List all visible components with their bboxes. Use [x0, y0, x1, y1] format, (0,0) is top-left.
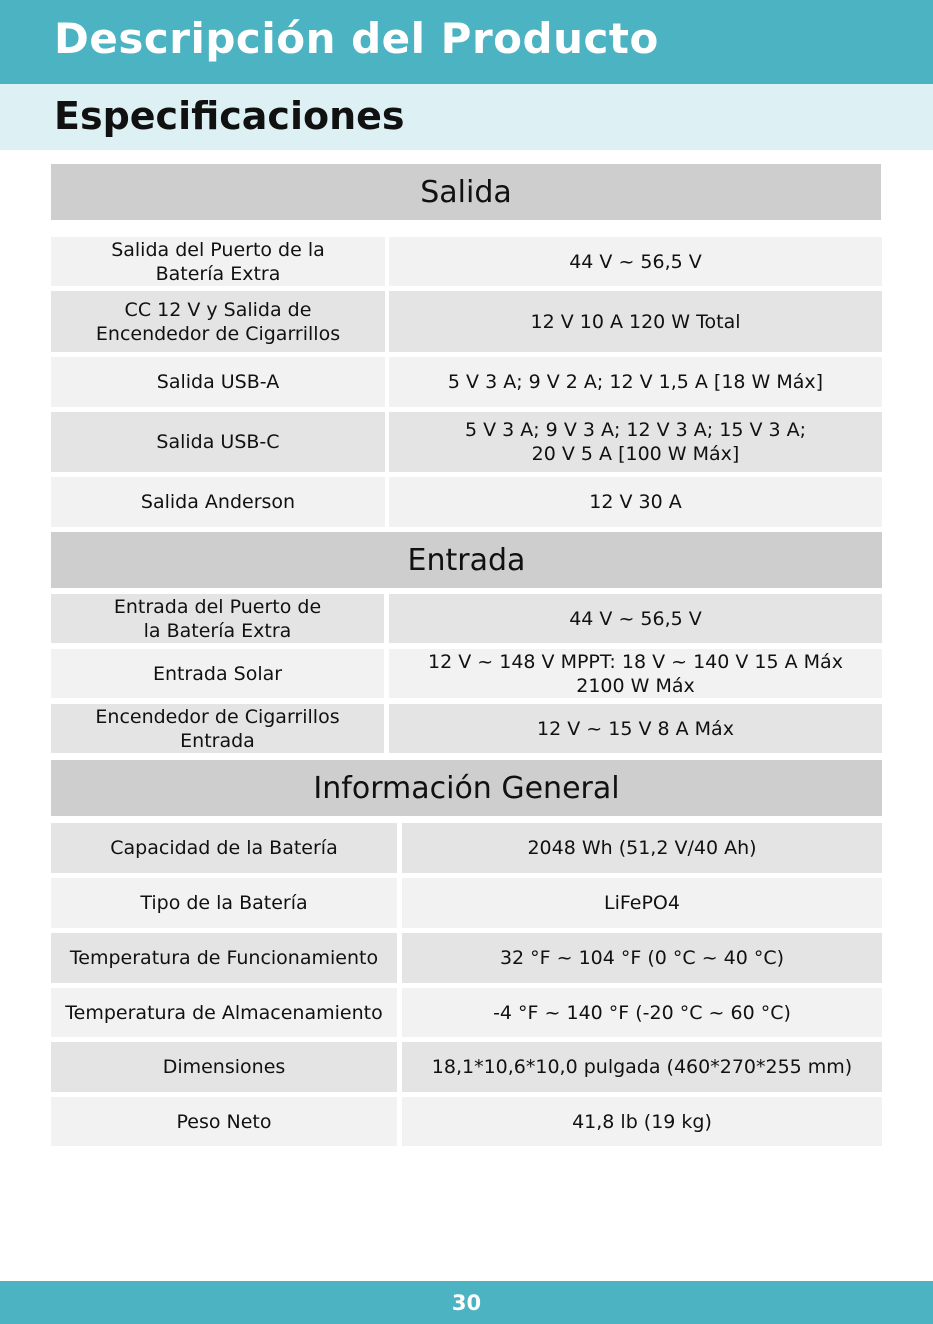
table-row	[51, 291, 882, 352]
spec-value: 5 V 3 A; 9 V 3 A; 12 V 3 A; 15 V 3 A; 20 V 5 A [100 W Máx]	[389, 412, 882, 472]
spec-label: Encendedor de Cigarrillos Entrada	[51, 704, 384, 753]
table-row	[51, 1042, 882, 1092]
spec-label: Tipo de la Batería	[51, 878, 397, 928]
spec-value: 44 V ~ 56,5 V	[389, 237, 882, 286]
spec-value: 12 V ~ 148 V MPPT: 18 V ~ 140 V 15 A Máx 2100 W Máx	[389, 649, 882, 698]
table-row	[51, 594, 882, 643]
spec-label: Temperatura de Almacenamiento	[51, 988, 397, 1037]
spec-label: Entrada Solar	[51, 649, 384, 698]
spec-value: 2048 Wh (51,2 V/40 Ah)	[402, 823, 882, 873]
table-row	[51, 823, 882, 873]
spec-label: Capacidad de la Batería	[51, 823, 397, 873]
spec-label: Peso Neto	[51, 1097, 397, 1146]
spec-value: -4 °F ~ 140 °F (-20 °C ~ 60 °C)	[402, 988, 882, 1037]
spec-label: Salida USB-C	[51, 412, 385, 472]
spec-value: 44 V ~ 56,5 V	[389, 594, 882, 643]
page-number: 30	[451, 1290, 482, 1315]
table-row	[51, 477, 882, 527]
spec-value: 12 V ~ 15 V 8 A Máx	[389, 704, 882, 753]
page-footer	[0, 1281, 933, 1324]
page-subtitle: Especificaciones	[54, 94, 405, 138]
table-row	[51, 704, 882, 753]
spec-value: 41,8 lb (19 kg)	[402, 1097, 882, 1146]
spec-label: Salida del Puerto de la Batería Extra	[51, 237, 385, 286]
title-bar	[0, 0, 933, 84]
table-row	[51, 933, 882, 983]
spec-label: Salida USB-A	[51, 357, 385, 407]
section-header-entrada: Entrada	[51, 532, 882, 588]
table-row	[51, 237, 882, 286]
section-header-general: Información General	[51, 760, 882, 816]
spec-value: 5 V 3 A; 9 V 2 A; 12 V 1,5 A [18 W Máx]	[389, 357, 882, 407]
spec-label: Temperatura de Funcionamiento	[51, 933, 397, 983]
spec-label: CC 12 V y Salida de Encendedor de Cigarrillos	[51, 291, 385, 352]
section-header-salida: Salida	[51, 164, 881, 220]
spec-label: Entrada del Puerto de la Batería Extra	[51, 594, 384, 643]
spec-label: Dimensiones	[51, 1042, 397, 1092]
spec-label: Salida Anderson	[51, 477, 385, 527]
spec-value: 18,1*10,6*10,0 pulgada (460*270*255 mm)	[402, 1042, 882, 1092]
table-row	[51, 412, 882, 472]
spec-value: LiFePO4	[402, 878, 882, 928]
table-row	[51, 988, 882, 1037]
page-title: Descripción del Producto	[54, 14, 659, 63]
spec-value: 12 V 10 A 120 W Total	[389, 291, 882, 352]
table-row	[51, 649, 882, 698]
spec-value: 32 °F ~ 104 °F (0 °C ~ 40 °C)	[402, 933, 882, 983]
subtitle-bar	[0, 84, 933, 150]
table-row	[51, 357, 882, 407]
table-row	[51, 1097, 882, 1146]
spec-value: 12 V 30 A	[389, 477, 882, 527]
table-row	[51, 878, 882, 928]
